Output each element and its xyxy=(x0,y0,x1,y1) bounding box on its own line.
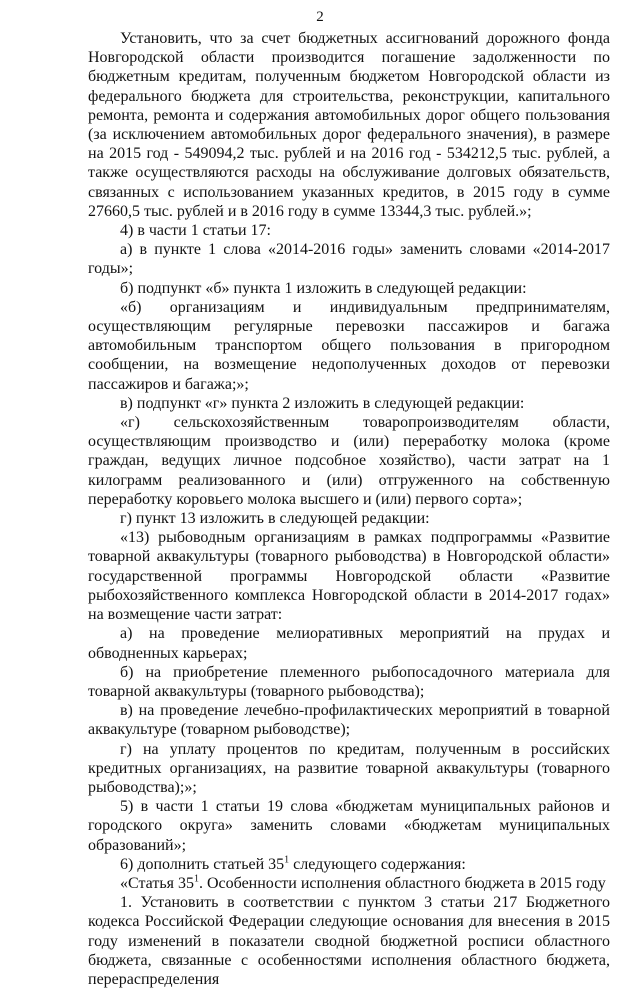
document-body xyxy=(88,29,610,989)
paragraph: б) на приобретение племенного рыбопосадочного материала для товарной аквакультуры (товарного рыбоводства); xyxy=(88,663,610,700)
superscript: 1 xyxy=(193,873,199,885)
paragraph: а) в пункте 1 слова «2014-2016 годы» заменить словами «2014-2017 годы»; xyxy=(88,241,610,278)
text-part: 6) дополнить статьей 35 xyxy=(120,855,285,873)
paragraph: в) на проведение лечебно-профилактических мероприятий в товарной аквакультуре (товарном рыбоводстве); xyxy=(88,702,610,739)
paragraph: Установить, что за счет бюджетных ассигнований дорожного фонда Новгородской области производится погашение задолженности по бюджетным кредитам, полученным бюджетом Новгородской области из федерального бюджета для строительства, реконструкции, капитального ремонта, ремонта и содержания автомобильных дорог общего пользования (за исключением автомобильных дорог федерального значения), в размере на 2015 год - 549094,2 тыс. рублей и на 2016 год - 534212,5 тыс. рублей, а также осуществляются расходы на обслуживание долговых обязательств, связанных с использованием указанных кредитов, в 2015 году в сумме 27660,5 тыс. рублей и в 2016 году в сумме 13344,3 тыс. рублей.»; xyxy=(88,30,610,220)
text-part: . Особенности исполнения областного бюджета в 2015 году xyxy=(198,874,606,892)
paragraph: г) пункт 13 изложить в следующей редакции: xyxy=(120,510,430,528)
text-part: «Статья 35 xyxy=(120,874,194,892)
paragraph: 1. Установить в соответствии с пунктом 3 статьи 217 Бюджетного кодекса Российской Федерации следующие основания для внесения в 2015 году изменений в показатели сводной бюджетной росписи областного бюджета, связанные с особенностями исполнения областного бюджета, перераспределения xyxy=(88,894,610,988)
paragraph: «б) организациям и индивидуальным предпринимателям, осуществляющим регулярные перевозки пассажиров и багажа автомобильным транспортом общего пользования в пригородном сообщении, на возмещение недополученных доходов от перевозки пассажиров и багажа;»; xyxy=(88,298,610,393)
article-heading xyxy=(88,874,610,893)
paragraph: в) подпункт «г» пункта 2 изложить в следующей редакции: xyxy=(120,394,525,412)
text-part: следующего содержания: xyxy=(289,855,466,873)
paragraph: 5) в части 1 статьи 19 слова «бюджетам муниципальных районов и городского округа» заменить словами «бюджетам муниципальных образований»; xyxy=(88,798,610,854)
paragraph: «г) сельскохозяйственным товаропроизводителям области, осуществляющим производство и (или) переработку молока (кроме граждан, ведущих личное подсобное хозяйство), части затрат на 1 килограмм реализованного и (или) отгруженного на собственную переработку коровьего молока высшего и (или) первого сорта»; xyxy=(88,414,610,508)
paragraph-add-article xyxy=(88,855,610,874)
paragraph: б) подпункт «б» пункта 1 изложить в следующей редакции: xyxy=(120,279,527,297)
page-number: 2 xyxy=(316,9,324,25)
superscript: 1 xyxy=(284,854,290,866)
paragraph: «13) рыбоводным организациям в рамках подпрограммы «Развитие товарной аквакультуры (товарного рыбоводства) в Новгородской области» государственной программы Новгородской области «Развитие рыбохозяйственного комплекса Новгородской области в 2014-2017 годах» на возмещение части затрат: xyxy=(88,529,610,624)
paragraph: г) на уплату процентов по кредитам, полученным в российских кредитных организациях, на развитие товарной аквакультуры (товарного рыбоводства);»; xyxy=(88,740,610,796)
paragraph: а) на проведение мелиоративных мероприятий на прудах и обводненных карьерах; xyxy=(88,625,610,662)
paragraph: 4) в части 1 статьи 17: xyxy=(120,222,271,240)
